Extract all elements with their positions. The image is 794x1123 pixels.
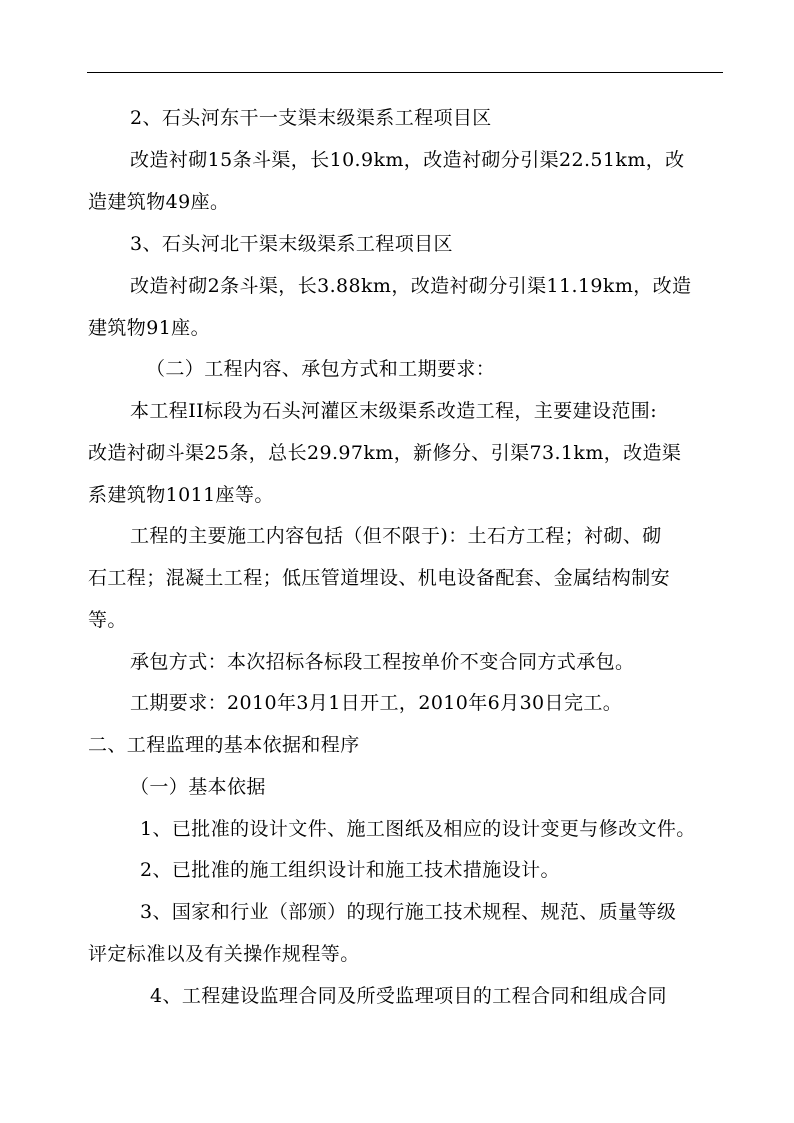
content-paragraph-line-1: 工程的主要施工内容包括（但不限于)：土石方工程；衬砌、砌 — [130, 525, 662, 547]
scope-paragraph-line-3: 系建筑物1011座等。 — [88, 484, 274, 506]
project-area-2-description: 改造衬砌15条斗渠，长10.9km，改造衬砌分引渠22.51km，改 — [130, 149, 685, 171]
scope-paragraph-line-2: 改造衬砌斗渠25条，总长29.97km，新修分、引渠73.1km，改造渠 — [88, 442, 682, 464]
basis-item-3-cont: 评定标准以及有关操作规程等。 — [88, 943, 360, 965]
basis-item-2: 2、已批准的施工组织设计和施工技术措施设计。 — [140, 859, 560, 881]
content-paragraph-line-2: 石工程；混凝土工程；低压管道埋设、机电设备配套、金属结构制安 — [88, 567, 671, 589]
basis-item-4: 4、工程建设监理合同及所受监理项目的工程合同和组成合同 — [150, 985, 667, 1007]
chapter-heading-2: 二、工程监理的基本依据和程序 — [88, 734, 360, 756]
basis-item-1: 1、已批准的设计文件、施工图纸及相应的设计变更与修改文件。 — [140, 818, 696, 840]
schedule-requirement: 工期要求：2010年3月1日开工，2010年6月30日完工。 — [130, 692, 623, 714]
section-heading-basis: （一）基本依据 — [130, 776, 266, 798]
heading-project-area-2: 2、石头河东干一支渠末级渠系工程项目区 — [130, 107, 492, 129]
heading-project-area-3: 3、石头河北干渠末级渠系工程项目区 — [130, 233, 453, 255]
content-paragraph-line-3: 等。 — [88, 609, 127, 631]
scope-paragraph-line-1: 本工程II标段为石头河灌区末级渠系改造工程，主要建设范围: — [130, 400, 658, 422]
project-area-2-description-cont: 造建筑物49座。 — [88, 191, 230, 213]
header-rule — [87, 72, 723, 73]
contract-method: 承包方式：本次招标各标段工程按单价不变合同方式承包。 — [130, 651, 635, 673]
basis-item-3: 3、国家和行业（部颁）的现行施工技术规程、规范、质量等级 — [140, 901, 677, 923]
section-heading-2: （二）工程内容、承包方式和工期要求： — [146, 358, 496, 380]
project-area-3-description-cont: 建筑物91座。 — [88, 317, 210, 339]
project-area-3-description: 改造衬砌2条斗渠，长3.88km，改造衬砌分引渠11.19km，改造 — [130, 275, 692, 297]
